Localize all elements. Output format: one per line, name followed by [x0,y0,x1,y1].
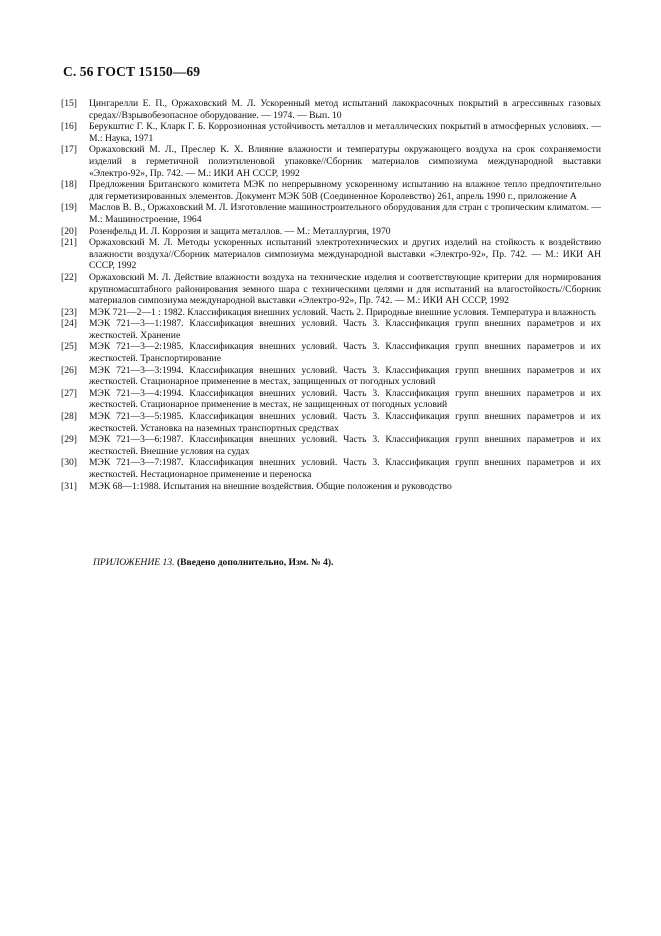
appendix-amendment: (Введено дополнительно, Изм. № 4). [176,557,334,568]
reference-item [61,121,601,144]
reference-item [61,341,601,365]
reference-text: Предложения Британского комитета МЭК по непрерывному ускоренному испытанию на влажное тепло предпочтительно для герметизированных элементов. Документ МЭК 50В (Соединенное Королевство) 261, апрель 1990 г., приложение А [89,179,601,202]
reference-text: Берукштис Г. К., Кларк Г. Б. Коррозионная устойчивость металлов и металлических покрытий в атмосферных условиях. — М.: Наука, 1971 [89,121,601,144]
reference-number: [21] [61,237,77,249]
reference-text: МЭК 721—3—4:1994. Классификация внешних условий. Часть 3. Классификация групп внешних параметров и их жесткостей. Стационарное применение в местах, не защищенных от погодных условий [89,387,601,411]
reference-text: МЭК 721—3—2:1985. Классификация внешних условий. Часть 3. Классификация групп внешних параметров и их жесткостей. Транспортирование [89,341,601,365]
reference-number: [20] [61,225,77,237]
reference-number: [30] [61,457,77,469]
reference-text: Цингарелли Е. П., Оржаховский М. Л. Ускоренный метод испытаний лакокрасочных покрытий в агрессивных газовых средах//Взрывобезопасное оборудование. — 1974. — Вып. 10 [89,98,601,121]
reference-number: [17] [61,144,77,156]
reference-text: МЭК 721—3—5:1985. Классификация внешних условий. Часть 3. Классификация групп внешних параметров и их жесткостей. Установка на наземных транспортных средствах [89,411,601,434]
reference-item [61,318,601,341]
reference-item [61,98,601,121]
appendix-title: ПРИЛОЖЕНИЕ 13. [93,557,175,568]
reference-item [61,225,601,238]
reference-text: Розенфельд И. Л. Коррозия и защита металлов. — М.: Металлургия, 1970 [89,225,391,237]
reference-text: МЭК 721—2—1 : 1982. Классификация внешних условий. Часть 2. Природные внешние условия. Температура и влажность [89,306,596,318]
reference-number: [27] [61,387,77,399]
reference-number: [19] [61,202,77,214]
reference-number: [25] [61,341,77,353]
reference-number: [18] [61,179,77,191]
reference-number: [31] [61,480,77,492]
reference-text: МЭК 721—3—6:1987. Классификация внешних условий. Часть 3. Классификация групп внешних параметров и их жесткостей. Внешние условия на судах [89,434,601,457]
reference-item [61,480,601,493]
reference-item [61,144,601,179]
appendix-note [93,557,333,569]
page-header: С. 56 ГОСТ 15150—69 [63,64,201,79]
reference-item [61,364,601,388]
reference-list [61,98,601,492]
reference-text: МЭК 721—3—7:1987. Классификация внешних условий. Часть 3. Классификация групп внешних параметров и их жесткостей. Нестационарное применение и переноска [89,457,601,480]
reference-text: Оржаховский М. Л. Методы ускоренных испытаний электротехнических и других изделий на стойкость к воздействию влажности воздуха//Сборник материалов симпозиума международной выставки «Электро-92», Пр. 742. — М.: ИКИ АН СССР, 1992 [89,237,601,272]
reference-text: МЭК 721—3—3:1994. Классификация внешних условий. Часть 3. Классификация групп внешних параметров и их жесткостей. Стационарное применение в местах, защищенных от погодных условий [89,364,601,388]
reference-number: [22] [61,271,77,283]
reference-item [61,202,601,225]
reference-item [61,271,601,307]
reference-item [61,179,601,202]
reference-item [61,306,601,319]
reference-number: [16] [61,121,77,133]
reference-item [61,387,601,411]
reference-number: [29] [61,434,77,446]
reference-item [61,237,601,272]
reference-number: [26] [61,364,77,376]
reference-number: [28] [61,411,77,423]
reference-item [61,457,601,480]
reference-text: Оржаховский М. Л. Действие влажности воздуха на технические изделия и соответствующие критерии для нормирования крупномасштабного районирования земного шара с техническими целями и для испытаний на влагостойкость//Сборник материалов симпозиума международной выставки «Электро-92», Пр. 742. — М.: ИКИ АН СССР, 1992 [89,271,601,307]
reference-item [61,411,601,434]
reference-number: [24] [61,318,77,330]
reference-text: МЭК 721—3—1:1987. Классификация внешних условий. Часть 3. Классификация групп внешних параметров и их жесткостей. Хранение [89,318,601,341]
reference-number: [23] [61,306,77,318]
reference-text: МЭК 68—1:1988. Испытания на внешние воздействия. Общие положения и руководство [89,480,452,492]
reference-number: [15] [61,98,77,109]
reference-text: Оржаховский М. Л., Преслер К. Х. Влияние влажности и температуры окружающего воздуха на срок сохраняемости изделий в герметичной полиэтиленовой упаковке//Сборник материалов симпозиума международной выставки «Электро-92», Пр. 742. — М.: ИКИ АН СССР, 1992 [89,144,601,179]
reference-item [61,434,601,457]
reference-text: Маслов В. В., Оржаховский М. Л. Изготовление машиностроительного оборудования для стран с тропическим климатом. — М.: Машиностроение, 1964 [89,202,601,225]
